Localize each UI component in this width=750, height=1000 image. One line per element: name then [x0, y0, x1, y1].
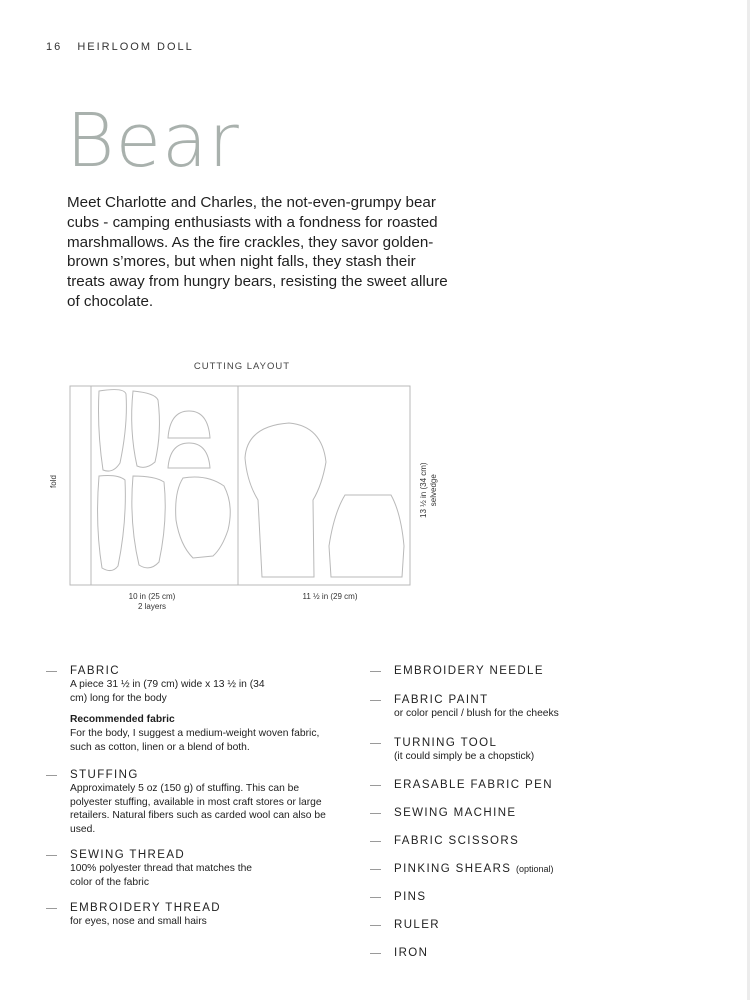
supply-description: Approximately 5 oz (150 g) of stuffing. This can be polyester stuffing, available in most craft stores or large retailers. Natural fibers such as carded wool can also be used. — [70, 783, 326, 835]
intro-paragraph: Meet Charlotte and Charles, the not-even-grumpy bear cubs - camping enthusiasts with a fondness for roasted marshmallows. As the fire crackles, they savor golden-brown s’mores, but when night falls, they stash their treats away from hungry bears, resisting the sweet allure of chocolate. — [67, 194, 448, 310]
supply-item-embroidery-needle — [370, 664, 670, 678]
supply-description: (it could simply be a chopstick) — [394, 750, 535, 762]
list-dash — [370, 743, 381, 744]
page-number: 16 — [46, 41, 63, 53]
supply-title — [394, 862, 670, 876]
list-dash — [46, 775, 57, 776]
book-section-title: HEIRLOOM DOLL — [77, 41, 194, 53]
pattern-piece-head — [176, 477, 231, 558]
list-dash — [370, 925, 381, 926]
page-title: Bear — [66, 98, 240, 184]
pattern-piece-base — [329, 495, 404, 577]
pattern-piece-ear-2 — [168, 443, 210, 468]
supply-item-turning-tool — [370, 736, 670, 764]
pattern-piece-body — [245, 423, 326, 577]
optional-note: (optional) — [515, 864, 554, 874]
supply-item-pins — [370, 890, 670, 904]
supplies-list-left — [46, 664, 346, 929]
pattern-piece-leg-1 — [99, 390, 127, 472]
supply-subheading: Recommended fabric — [70, 714, 175, 725]
fabric-outline — [70, 386, 410, 585]
supply-title: SEWING MACHINE — [394, 807, 517, 819]
supply-title: EMBROIDERY THREAD — [70, 902, 221, 914]
supply-title: ERASABLE FABRIC PEN — [394, 779, 553, 791]
supply-title: STUFFING — [70, 769, 139, 781]
list-dash — [46, 671, 57, 672]
pattern-piece-ear-1 — [168, 411, 210, 438]
fold-label: fold — [49, 475, 58, 488]
list-dash — [46, 855, 57, 856]
cutting-layout-caption: CUTTING LAYOUT — [193, 361, 291, 372]
supply-item-fabric-scissors — [370, 834, 670, 848]
supply-item-fabric-paint — [370, 693, 670, 721]
left-dimension-label: 10 in (25 cm) — [128, 592, 176, 601]
supply-description: for eyes, nose and small hairs — [70, 916, 207, 927]
supply-description: A piece 31 ½ in (79 cm) wide x 13 ½ in (34 cm) long for the body — [70, 679, 265, 704]
list-dash — [370, 785, 381, 786]
supply-title: RULER — [394, 919, 440, 931]
supply-title: SEWING THREAD — [70, 849, 186, 861]
side-dimension-label: 13 ½ in (34 cm) — [419, 462, 428, 518]
list-dash — [370, 841, 381, 842]
supply-title: FABRIC SCISSORS — [394, 835, 520, 847]
list-dash — [370, 869, 381, 870]
supply-item-erasable-fabric-pen — [370, 778, 670, 792]
pattern-piece-leg-3 — [98, 476, 126, 571]
list-dash — [370, 671, 381, 672]
supply-title: FABRIC — [70, 665, 120, 677]
list-dash — [370, 897, 381, 898]
supply-title: IRON — [394, 947, 429, 959]
list-dash — [370, 700, 381, 701]
list-dash — [370, 953, 381, 954]
supply-title: FABRIC PAINT — [394, 694, 489, 706]
pattern-piece-leg-4 — [132, 476, 165, 568]
side-dimension — [419, 462, 439, 518]
supply-item-sewing-machine — [370, 806, 670, 820]
list-dash — [46, 908, 57, 909]
supply-item-iron — [370, 946, 670, 960]
left-layers-label: 2 layers — [137, 602, 166, 611]
supplies-list-right — [370, 664, 670, 960]
supply-item-fabric — [46, 664, 346, 754]
supply-title: PINS — [394, 891, 427, 903]
right-dimension-label: 11 ½ in (29 cm) — [302, 592, 358, 601]
supply-description: or color pencil / blush for the cheeks — [394, 708, 559, 719]
supply-item-pinking-shears — [370, 862, 670, 876]
supply-title-text: PINKING SHEARS — [394, 863, 512, 875]
left-panel-dimension — [120, 592, 184, 612]
supply-title: EMBROIDERY NEEDLE — [394, 665, 544, 677]
supply-item-embroidery-thread — [46, 901, 346, 929]
supply-title: TURNING TOOL — [394, 736, 498, 749]
pattern-piece-leg-2 — [132, 391, 160, 467]
list-dash — [370, 813, 381, 814]
supply-item-ruler — [370, 918, 670, 932]
supply-item-sewing-thread — [46, 848, 346, 889]
supply-item-stuffing — [46, 768, 346, 836]
supply-subdescription: For the body, I suggest a medium-weight woven fabric, such as cotton, linen or a blend of both. — [70, 728, 320, 753]
selvedge-label: selvedge — [429, 474, 438, 507]
supply-description: 100% polyester thread that matches the color of the fabric — [70, 863, 253, 888]
